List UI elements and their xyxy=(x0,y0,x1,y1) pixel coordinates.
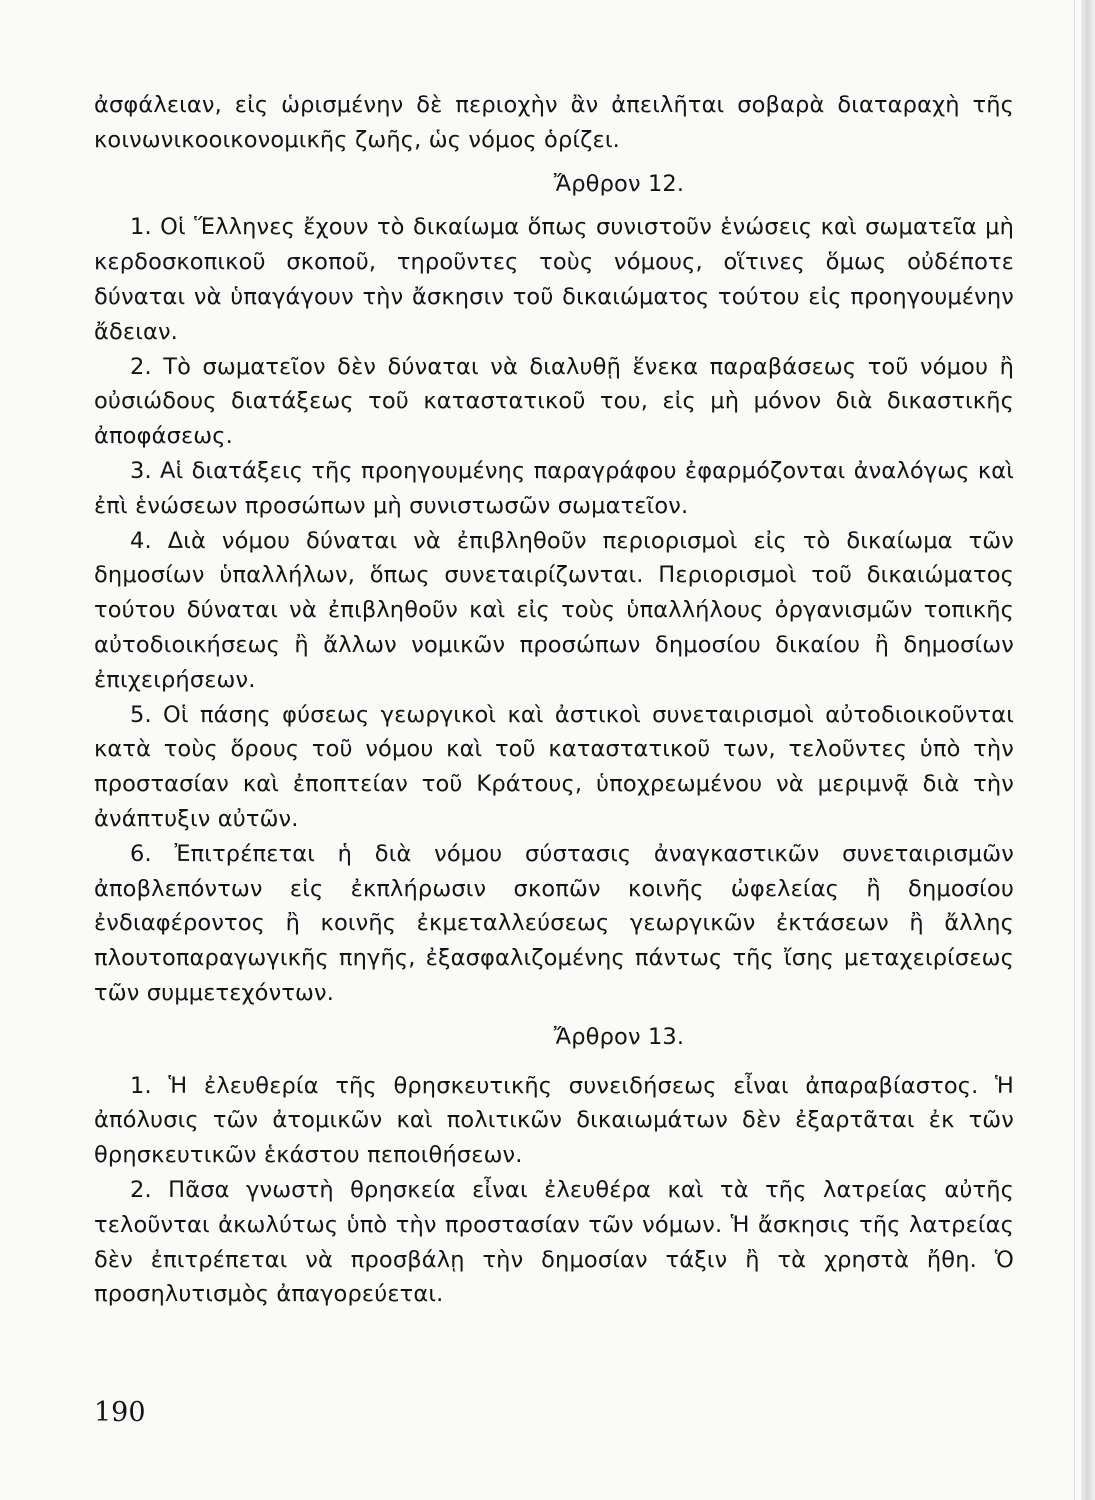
article-12-heading: Ἄρθρον 12. xyxy=(553,170,685,197)
article-13-heading: Ἄρθρον 13. xyxy=(553,1023,685,1050)
page-text xyxy=(94,88,1014,1312)
paragraph-continuation: ἀσφάλειαν, εἰς ὡρισμένην δὲ περιοχὴν ἂν ἀπειλῆται σοβαρὰ διαταραχὴ τῆς κοινωνικοοικονομικῆς ζωῆς, ὡς νόμος ὁρίζει. xyxy=(94,92,1014,153)
article-12-paragraph-4: 4. Διὰ νόμου δύναται νὰ ἐπιβληθοῦν περιορισμοὶ εἰς τὸ δικαίωμα τῶν δημοσίων ὑπαλλήλων, ὅπως συνεταιρίζωνται. Περιορισμοὶ τοῦ δικαιώματος τούτου δύναται νὰ ἐπιβληθοῦν καὶ εἰς τοὺς ὑπαλλήλους ὀργανισμῶν τοπικῆς αὐτοδιοικήσεως ἢ ἄλλων νομικῶν προσώπων δημοσίου δικαίου ἢ δημοσίων ἐπιχειρήσεων. xyxy=(94,527,1014,693)
article-12-paragraph-5: 5. Οἱ πάσης φύσεως γεωργικοὶ καὶ ἀστικοὶ συνεταιρισμοὶ αὐτοδιοικοῦνται κατὰ τοὺς ὅρους τοῦ νόμου καὶ τοῦ καταστατικοῦ των, τελοῦντες ὑπὸ τὴν προστασίαν καὶ ἐποπτείαν τοῦ Κράτους, ὑποχρεωμένου νὰ μεριμνᾷ διὰ τὴν ἀνάπτυξιν αὐτῶν. xyxy=(94,701,1014,832)
article-12-paragraph-3: 3. Αἱ διατάξεις τῆς προηγουμένης παραγράφου ἐφαρμόζονται ἀναλόγως καὶ ἐπὶ ἑνώσεων προσώπων μὴ συνιστωσῶν σωματεῖον. xyxy=(94,457,1014,519)
article-12-paragraph-1: 1. Οἱ Ἕλληνες ἔχουν τὸ δικαίωμα ὅπως συνιστοῦν ἑνώσεις καὶ σωματεῖα μὴ κερδοσκοπικοῦ σκοποῦ, τηροῦντες τοὺς νόμους, οἵτινες ὅμως οὐδέποτε δύναται νὰ ὑπαγάγουν τὴν ἄσκησιν τοῦ δικαιώματος τούτου εἰς προηγουμένην ἄδειαν. xyxy=(94,214,1014,345)
article-12-paragraph-2: 2. Τὸ σωματεῖον δὲν δύναται νὰ διαλυθῇ ἕνεκα παραβάσεως τοῦ νόμου ἢ οὐσιώδους διατάξεως τοῦ καταστατικοῦ του, εἰς μὴ μόνον διὰ δικαστικῆς ἀποφάσεως. xyxy=(94,353,1014,450)
article-13-paragraph-2: 2. Πᾶσα γνωστὴ θρησκεία εἶναι ἐλευθέρα καὶ τὰ τῆς λατρείας αὐτῆς τελοῦνται ἀκωλύτως ὑπὸ τὴν προστασίαν τῶν νόμων. Ἡ ἄσκησις τῆς λατρείας δὲν ἐπιτρέπεται νὰ προσβάλῃ τὴν δημοσίαν τάξιν ἢ τὰ χρηστὰ ἤθη. Ὁ προσηλυτισμὸς ἀπαγορεύεται. xyxy=(94,1176,1014,1308)
article-13-paragraph-1: 1. Ἡ ἐλευθερία τῆς θρησκευτικῆς συνειδήσεως εἶναι ἀπαραβίαστος. Ἡ ἀπόλυσις τῶν ἀτομικῶν καὶ πολιτικῶν δικαιωμάτων δὲν ἐξαρτᾶται ἐκ τῶν θρησκευτικῶν ἑκάστου πεποιθήσεων. xyxy=(94,1072,1014,1169)
page-edge-line xyxy=(1074,0,1075,1500)
article-12-paragraph-6: 6. Ἐπιτρέπεται ἡ διὰ νόμου σύστασις ἀναγκαστικῶν συνεταιρισμῶν ἀποβλεπόντων εἰς ἐκπλήρωσιν σκοπῶν κοινῆς ὠφελείας ἢ δημοσίου ἐνδιαφέροντος ἢ κοινῆς ἐκμεταλλεύσεως γεωργικῶν ἐκτάσεων ἢ ἄλλης πλουτοπαραγωγικῆς πηγῆς, ἐξασφαλιζομένης πάντως τῆς ἴσης μεταχειρίσεως τῶν συμμετεχόντων. xyxy=(94,840,1014,1006)
page-edge-shadow xyxy=(1081,0,1095,1500)
page-number: 190 xyxy=(94,1397,146,1428)
